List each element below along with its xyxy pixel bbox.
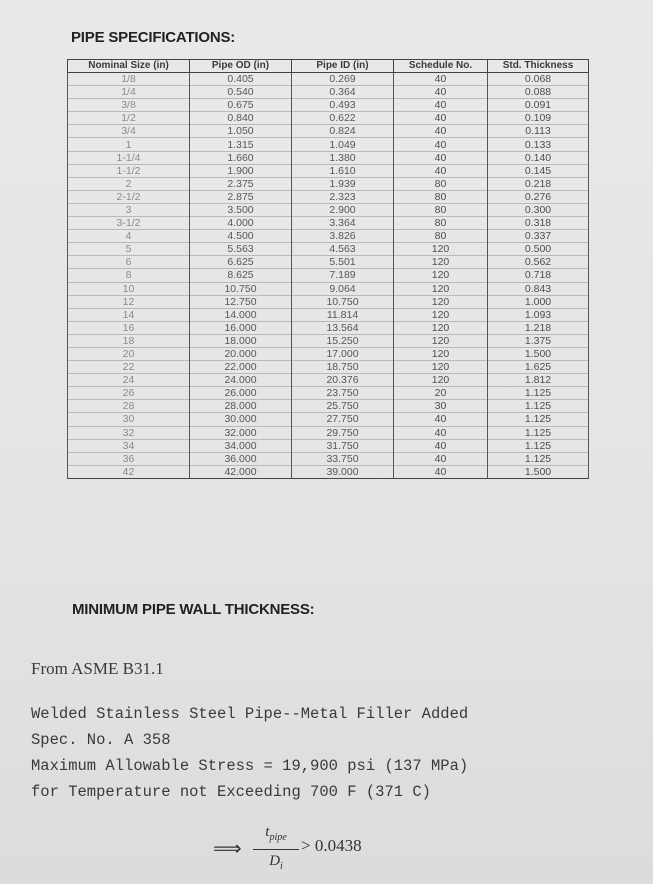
std-thickness-cell: 0.337 — [488, 230, 589, 243]
pipe-od-cell: 16.000 — [190, 321, 292, 334]
table-row — [68, 138, 589, 151]
nominal-size-cell: 5 — [68, 243, 190, 256]
schedule-no-cell: 40 — [394, 452, 488, 465]
wall-thickness-formula — [213, 823, 413, 873]
nominal-size-cell: 6 — [68, 256, 190, 269]
spec-line-spec-no: Spec. No. A 358 — [31, 731, 171, 749]
pipe-od-cell: 6.625 — [190, 256, 292, 269]
pipe-id-cell: 0.824 — [292, 125, 394, 138]
pipe-id-cell: 9.064 — [292, 282, 394, 295]
pipe-od-cell: 1.900 — [190, 164, 292, 177]
nominal-size-cell: 1-1/2 — [68, 164, 190, 177]
nominal-size-cell: 10 — [68, 282, 190, 295]
table-row — [68, 190, 589, 203]
std-thickness-cell: 1.125 — [488, 400, 589, 413]
pipe-id-cell: 0.493 — [292, 99, 394, 112]
table-row — [68, 347, 589, 360]
nominal-size-cell: 42 — [68, 465, 190, 478]
pipe-id-cell: 3.364 — [292, 217, 394, 230]
schedule-no-cell: 120 — [394, 243, 488, 256]
nominal-size-cell: 22 — [68, 361, 190, 374]
nominal-size-cell: 30 — [68, 413, 190, 426]
pipe-od-cell: 4.000 — [190, 217, 292, 230]
schedule-no-cell: 120 — [394, 334, 488, 347]
pipe-od-cell: 32.000 — [190, 426, 292, 439]
schedule-no-cell: 120 — [394, 282, 488, 295]
schedule-no-cell: 120 — [394, 295, 488, 308]
formula-fraction — [251, 823, 301, 876]
pipe-specifications-table — [67, 59, 589, 479]
schedule-no-cell: 40 — [394, 73, 488, 86]
schedule-no-cell: 40 — [394, 138, 488, 151]
pipe-id-cell: 1.939 — [292, 177, 394, 190]
spec-line-allowable-stress: Maximum Allowable Stress = 19,900 psi (137 MPa) — [31, 757, 469, 775]
pipe-od-cell: 4.500 — [190, 230, 292, 243]
schedule-no-cell: 80 — [394, 217, 488, 230]
schedule-no-cell: 40 — [394, 151, 488, 164]
table-row — [68, 452, 589, 465]
pipe-id-cell: 2.900 — [292, 203, 394, 216]
table-row — [68, 203, 589, 216]
schedule-no-cell: 20 — [394, 387, 488, 400]
table-row — [68, 374, 589, 387]
pipe-id-cell: 7.189 — [292, 269, 394, 282]
pipe-od-cell: 10.750 — [190, 282, 292, 295]
header-schedule-no: Schedule No. — [394, 60, 488, 73]
pipe-id-cell: 17.000 — [292, 347, 394, 360]
std-thickness-cell: 1.000 — [488, 295, 589, 308]
nominal-size-cell: 2-1/2 — [68, 190, 190, 203]
schedule-no-cell: 40 — [394, 125, 488, 138]
table-row — [68, 86, 589, 99]
std-thickness-cell: 0.276 — [488, 190, 589, 203]
nominal-size-cell: 3-1/2 — [68, 217, 190, 230]
std-thickness-cell: 1.093 — [488, 308, 589, 321]
table-row — [68, 230, 589, 243]
header-std-thickness: Std. Thickness — [488, 60, 589, 73]
nominal-size-cell: 34 — [68, 439, 190, 452]
std-thickness-cell: 0.718 — [488, 269, 589, 282]
pipe-id-cell: 29.750 — [292, 426, 394, 439]
nominal-size-cell: 28 — [68, 400, 190, 413]
schedule-no-cell: 40 — [394, 413, 488, 426]
table-row — [68, 269, 589, 282]
table-row — [68, 426, 589, 439]
nominal-size-cell: 3 — [68, 203, 190, 216]
denominator-subscript: i — [280, 861, 283, 872]
pipe-id-cell: 1.049 — [292, 138, 394, 151]
pipe-id-cell: 11.814 — [292, 308, 394, 321]
header-pipe-id: Pipe ID (in) — [292, 60, 394, 73]
std-thickness-cell: 1.500 — [488, 347, 589, 360]
std-thickness-cell: 1.500 — [488, 465, 589, 478]
schedule-no-cell: 40 — [394, 99, 488, 112]
pipe-od-cell: 14.000 — [190, 308, 292, 321]
pipe-od-cell: 5.563 — [190, 243, 292, 256]
table-row — [68, 400, 589, 413]
table-row — [68, 256, 589, 269]
pipe-od-cell: 2.375 — [190, 177, 292, 190]
std-thickness-cell: 0.843 — [488, 282, 589, 295]
schedule-no-cell: 40 — [394, 86, 488, 99]
std-thickness-cell: 0.145 — [488, 164, 589, 177]
std-thickness-cell: 1.125 — [488, 426, 589, 439]
nominal-size-cell: 2 — [68, 177, 190, 190]
pipe-od-cell: 1.660 — [190, 151, 292, 164]
schedule-no-cell: 80 — [394, 230, 488, 243]
pipe-od-cell: 1.050 — [190, 125, 292, 138]
schedule-no-cell: 80 — [394, 177, 488, 190]
std-thickness-cell: 0.091 — [488, 99, 589, 112]
schedule-no-cell: 40 — [394, 426, 488, 439]
nominal-size-cell: 24 — [68, 374, 190, 387]
pipe-od-cell: 3.500 — [190, 203, 292, 216]
nominal-size-cell: 1 — [68, 138, 190, 151]
pipe-od-cell: 1.315 — [190, 138, 292, 151]
implies-arrow: ⟹ — [213, 838, 242, 860]
nominal-size-cell: 26 — [68, 387, 190, 400]
table-row — [68, 164, 589, 177]
table-row — [68, 413, 589, 426]
nominal-size-cell: 16 — [68, 321, 190, 334]
std-thickness-cell: 1.125 — [488, 439, 589, 452]
std-thickness-cell: 0.140 — [488, 151, 589, 164]
asme-reference: From ASME B31.1 — [31, 659, 164, 678]
nominal-size-cell: 32 — [68, 426, 190, 439]
table-row — [68, 243, 589, 256]
table-header-row — [68, 60, 589, 73]
nominal-size-cell: 1/2 — [68, 112, 190, 125]
schedule-no-cell: 80 — [394, 203, 488, 216]
std-thickness-cell: 1.218 — [488, 321, 589, 334]
pipe-od-cell: 8.625 — [190, 269, 292, 282]
std-thickness-cell: 0.318 — [488, 217, 589, 230]
pipe-id-cell: 2.323 — [292, 190, 394, 203]
pipe-id-cell: 5.501 — [292, 256, 394, 269]
pipe-id-cell: 13.564 — [292, 321, 394, 334]
std-thickness-cell: 0.500 — [488, 243, 589, 256]
fraction-bar — [253, 849, 299, 850]
spec-line-material: Welded Stainless Steel Pipe--Metal Filler Added — [31, 705, 469, 723]
table-row — [68, 295, 589, 308]
table-row — [68, 125, 589, 138]
schedule-no-cell: 120 — [394, 347, 488, 360]
nominal-size-cell: 1-1/4 — [68, 151, 190, 164]
table-row — [68, 112, 589, 125]
table-row — [68, 387, 589, 400]
pipe-id-cell: 33.750 — [292, 452, 394, 465]
pipe-od-cell: 36.000 — [190, 452, 292, 465]
pipe-od-cell: 26.000 — [190, 387, 292, 400]
schedule-no-cell: 120 — [394, 361, 488, 374]
nominal-size-cell: 1/8 — [68, 73, 190, 86]
schedule-no-cell: 40 — [394, 465, 488, 478]
table-row — [68, 308, 589, 321]
std-thickness-cell: 1.625 — [488, 361, 589, 374]
header-pipe-od: Pipe OD (in) — [190, 60, 292, 73]
pipe-id-cell: 10.750 — [292, 295, 394, 308]
pipe-id-cell: 3.826 — [292, 230, 394, 243]
table-row — [68, 282, 589, 295]
numerator-symbol: t — [265, 824, 270, 840]
pipe-id-cell: 15.250 — [292, 334, 394, 347]
pipe-id-cell: 20.376 — [292, 374, 394, 387]
std-thickness-cell: 1.812 — [488, 374, 589, 387]
pipe-od-cell: 18.000 — [190, 334, 292, 347]
pipe-od-cell: 0.675 — [190, 99, 292, 112]
std-thickness-cell: 0.113 — [488, 125, 589, 138]
table-row — [68, 177, 589, 190]
pipe-od-cell: 30.000 — [190, 413, 292, 426]
pipe-id-cell: 31.750 — [292, 439, 394, 452]
schedule-no-cell: 40 — [394, 112, 488, 125]
nominal-size-cell: 8 — [68, 269, 190, 282]
schedule-no-cell: 40 — [394, 439, 488, 452]
schedule-no-cell: 40 — [394, 164, 488, 177]
nominal-size-cell: 18 — [68, 334, 190, 347]
schedule-no-cell: 80 — [394, 190, 488, 203]
pipe-id-cell: 18.750 — [292, 361, 394, 374]
nominal-size-cell: 3/4 — [68, 125, 190, 138]
minimum-wall-thickness-title: MINIMUM PIPE WALL THICKNESS: — [72, 601, 315, 618]
pipe-od-cell: 12.750 — [190, 295, 292, 308]
schedule-no-cell: 120 — [394, 374, 488, 387]
table-row — [68, 439, 589, 452]
pipe-od-cell: 0.840 — [190, 112, 292, 125]
std-thickness-cell: 0.562 — [488, 256, 589, 269]
pipe-id-cell: 1.380 — [292, 151, 394, 164]
table-row — [68, 334, 589, 347]
std-thickness-cell: 1.125 — [488, 413, 589, 426]
std-thickness-cell: 0.133 — [488, 138, 589, 151]
table-row — [68, 73, 589, 86]
schedule-no-cell: 120 — [394, 308, 488, 321]
table-row — [68, 99, 589, 112]
std-thickness-cell: 1.125 — [488, 387, 589, 400]
nominal-size-cell: 14 — [68, 308, 190, 321]
std-thickness-cell: 1.375 — [488, 334, 589, 347]
std-thickness-cell: 0.300 — [488, 203, 589, 216]
nominal-size-cell: 36 — [68, 452, 190, 465]
formula-comparison: > 0.0438 — [301, 836, 362, 855]
spec-line-temperature: for Temperature not Exceeding 700 F (371 C) — [31, 783, 431, 801]
pipe-id-cell: 4.563 — [292, 243, 394, 256]
header-nominal-size: Nominal Size (in) — [68, 60, 190, 73]
pipe-id-cell: 0.622 — [292, 112, 394, 125]
pipe-id-cell: 23.750 — [292, 387, 394, 400]
schedule-no-cell: 120 — [394, 256, 488, 269]
std-thickness-cell: 0.218 — [488, 177, 589, 190]
table-body — [68, 73, 589, 479]
pipe-id-cell: 1.610 — [292, 164, 394, 177]
pipe-od-cell: 0.540 — [190, 86, 292, 99]
numerator-subscript: pipe — [269, 832, 287, 843]
pipe-od-cell: 2.875 — [190, 190, 292, 203]
pipe-od-cell: 24.000 — [190, 374, 292, 387]
pipe-id-cell: 27.750 — [292, 413, 394, 426]
nominal-size-cell: 3/8 — [68, 99, 190, 112]
schedule-no-cell: 120 — [394, 321, 488, 334]
std-thickness-cell: 1.125 — [488, 452, 589, 465]
pipe-od-cell: 22.000 — [190, 361, 292, 374]
pipe-od-cell: 20.000 — [190, 347, 292, 360]
table-row — [68, 465, 589, 478]
pipe-od-cell: 42.000 — [190, 465, 292, 478]
pipe-id-cell: 25.750 — [292, 400, 394, 413]
pipe-id-cell: 39.000 — [292, 465, 394, 478]
pipe-od-cell: 28.000 — [190, 400, 292, 413]
std-thickness-cell: 0.068 — [488, 73, 589, 86]
table-row — [68, 151, 589, 164]
nominal-size-cell: 12 — [68, 295, 190, 308]
table-row — [68, 217, 589, 230]
nominal-size-cell: 20 — [68, 347, 190, 360]
pipe-id-cell: 0.364 — [292, 86, 394, 99]
pipe-specifications-title: PIPE SPECIFICATIONS: — [71, 29, 236, 46]
nominal-size-cell: 4 — [68, 230, 190, 243]
denominator-symbol: D — [269, 853, 281, 869]
pipe-od-cell: 34.000 — [190, 439, 292, 452]
pipe-od-cell: 0.405 — [190, 73, 292, 86]
formula-numerator — [251, 823, 301, 847]
nominal-size-cell: 1/4 — [68, 86, 190, 99]
pipe-id-cell: 0.269 — [292, 73, 394, 86]
std-thickness-cell: 0.088 — [488, 86, 589, 99]
schedule-no-cell: 30 — [394, 400, 488, 413]
formula-denominator — [251, 852, 301, 876]
table-row — [68, 321, 589, 334]
table-row — [68, 361, 589, 374]
schedule-no-cell: 120 — [394, 269, 488, 282]
std-thickness-cell: 0.109 — [488, 112, 589, 125]
